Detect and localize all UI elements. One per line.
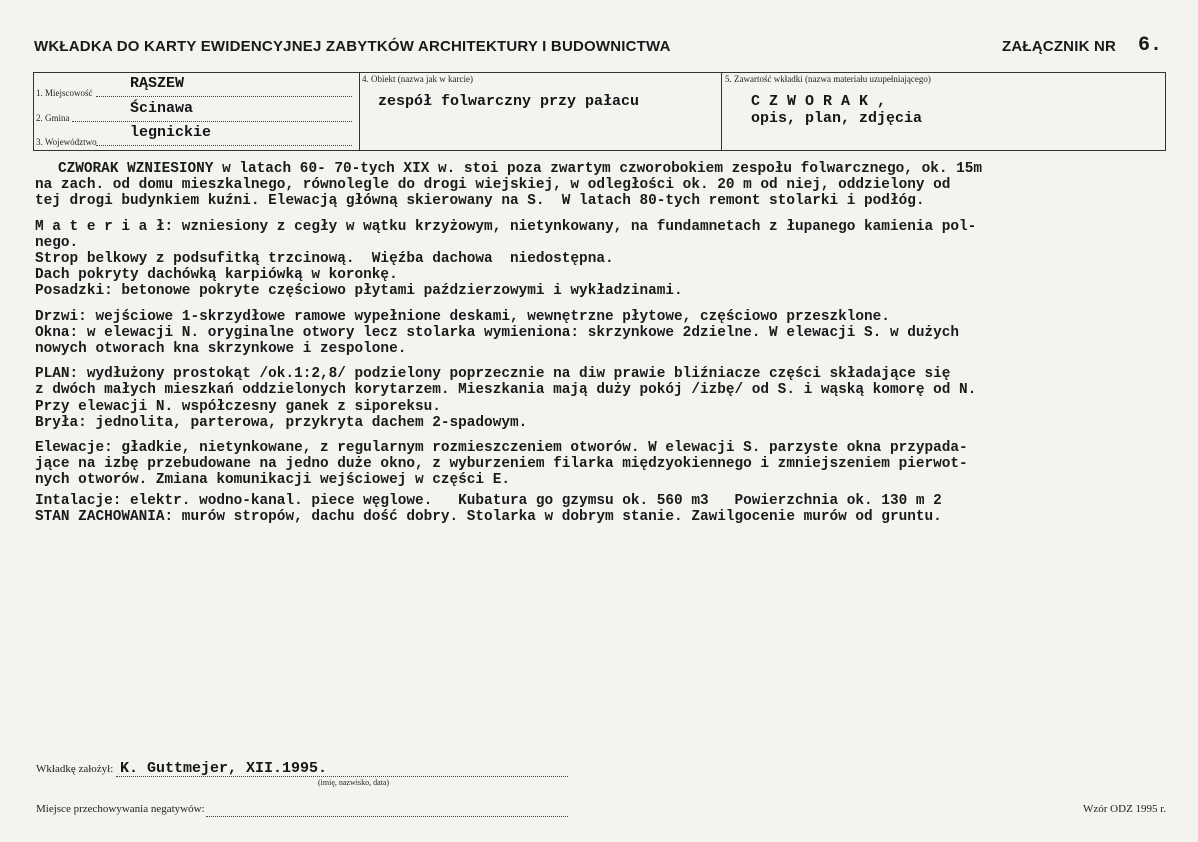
body-line: Przy elewacji N. współczesny ganek z siporeksu. [35, 398, 441, 415]
body-line: PLAN: wydłużony prostokąt /ok.1:2,8/ podzielony poprzecznie na diw prawie bliźniacze części składające się [35, 366, 951, 383]
negatives-label: Miejsce przechowywania negatywów: [36, 803, 205, 815]
wojewodztwo-value: legnickie [130, 124, 212, 141]
gmina-label: 2. Gmina [36, 113, 70, 123]
wojewodztwo-line [96, 145, 352, 146]
body-line: Elewacje: gładkie, nietynkowane, z regularnym rozmieszczeniem otworów. W elewacji S. parzyste okna przypada- [35, 440, 968, 457]
annex-number: 6. [1138, 34, 1163, 57]
author-label: Wkładkę założył: [36, 763, 114, 775]
object-value: zespół folwarczny przy pałacu [378, 93, 640, 110]
body-line: tej drogi budynkiem kuźni. Elewacją główną skierowany na S. W latach 80-tych remont stolarki i podłóg. [35, 193, 925, 210]
body-line: nych otworów. Zmiana komunikacji wejściowej w części E. [35, 472, 510, 489]
gmina-line [72, 121, 352, 122]
body-line: z dwóch małych mieszkań oddzielonych korytarzem. Mieszkania mają duży pokój /izbę/ od S. i wąską komorę od N. [35, 382, 977, 399]
contents-label: 5. Zawartość wkładki (nazwa materiału uzupełniającego) [725, 74, 931, 84]
body-line: na zach. od domu mieszkalnego, równolegle do drogi wiejskiej, w odległości ok. 20 m od niej, oddzielony od [35, 177, 951, 194]
author-value: K. Guttmejer, XII.1995. [120, 760, 328, 777]
gmina-value: Ścinawa [130, 100, 194, 117]
body-line: Okna: w elewacji N. oryginalne otwory lecz stolarka wymieniona: skrzynkowe 2dzielne. W elewacji S. w dużych [35, 324, 960, 341]
body-line: Dach pokryty dachówką karpiówką w koronkę. [35, 267, 398, 284]
location-box [33, 72, 360, 151]
form-title: WKŁADKA DO KARTY EWIDENCYJNEJ ZABYTKÓW ARCHITEKTURY I BUDOWNICTWA [34, 38, 671, 55]
form-code: Wzór ODZ 1995 r. [1083, 803, 1167, 815]
body-line: Intalacje: elektr. wodno-kanal. piece węglowe. Kubatura go gzymsu ok. 560 m3 Powierzchnia ok. 130 m 2 [35, 492, 942, 509]
negatives-line [206, 816, 568, 817]
contents-line-1: C Z W O R A K , [751, 93, 887, 110]
wojewodztwo-label: 3. Województwo [36, 137, 97, 147]
miejscowosc-value: RĄSZEW [130, 75, 185, 92]
body-line: CZWORAK WZNIESIONY w latach 60- 70-tych XIX w. stoi poza zwartym czworobokiem zespołu folwarcznego, ok. 15m [58, 161, 983, 177]
annex-label: ZAŁĄCZNIK NR [1002, 38, 1117, 55]
body-line: nego. [35, 234, 79, 251]
contents-line-2: opis, plan, zdjęcia [751, 110, 923, 127]
object-box [358, 72, 722, 151]
miejscowosc-line [96, 96, 352, 97]
body-line: nowych otworach kna skrzynkowe i zespolone. [35, 341, 407, 358]
body-line: STAN ZACHOWANIA: murów stropów, dachu dość dobry. Stolarka w dobrym stanie. Zawilgocenie murów od gruntu. [35, 508, 942, 525]
body-line: Posadzki: betonowe pokryte częściowo płytami paździerzowymi i wykładzinami. [35, 283, 683, 300]
description-text [35, 161, 1170, 525]
object-label: 4. Obiekt (nazwa jak w karcie) [362, 74, 473, 84]
miejscowosc-label: 1. Miejscowość [36, 88, 93, 98]
body-line: M a t e r i a ł: wzniesiony z cegły w wątku krzyżowym, nietynkowany, na fundamnetach z łupanego kamienia pol- [35, 218, 977, 235]
author-hint: (imię, nazwisko, data) [318, 778, 390, 787]
body-line: Bryła: jednolita, parterowa, przykryta dachem 2-spadowym. [35, 414, 528, 431]
body-line: Strop belkowy z podsufitką trzcinową. Więźba dachowa niedostępna. [35, 251, 614, 268]
body-line: jące na izbę przebudowane na jedno duże okno, z wyburzeniem filarka międzyokiennego i zmniejszeniem pierwot- [35, 456, 968, 473]
contents-box [721, 72, 1166, 151]
body-line: Drzwi: wejściowe 1-skrzydłowe ramowe wypełnione deskami, wewnętrzne płytowe, częściowo przeszklone. [35, 308, 890, 325]
